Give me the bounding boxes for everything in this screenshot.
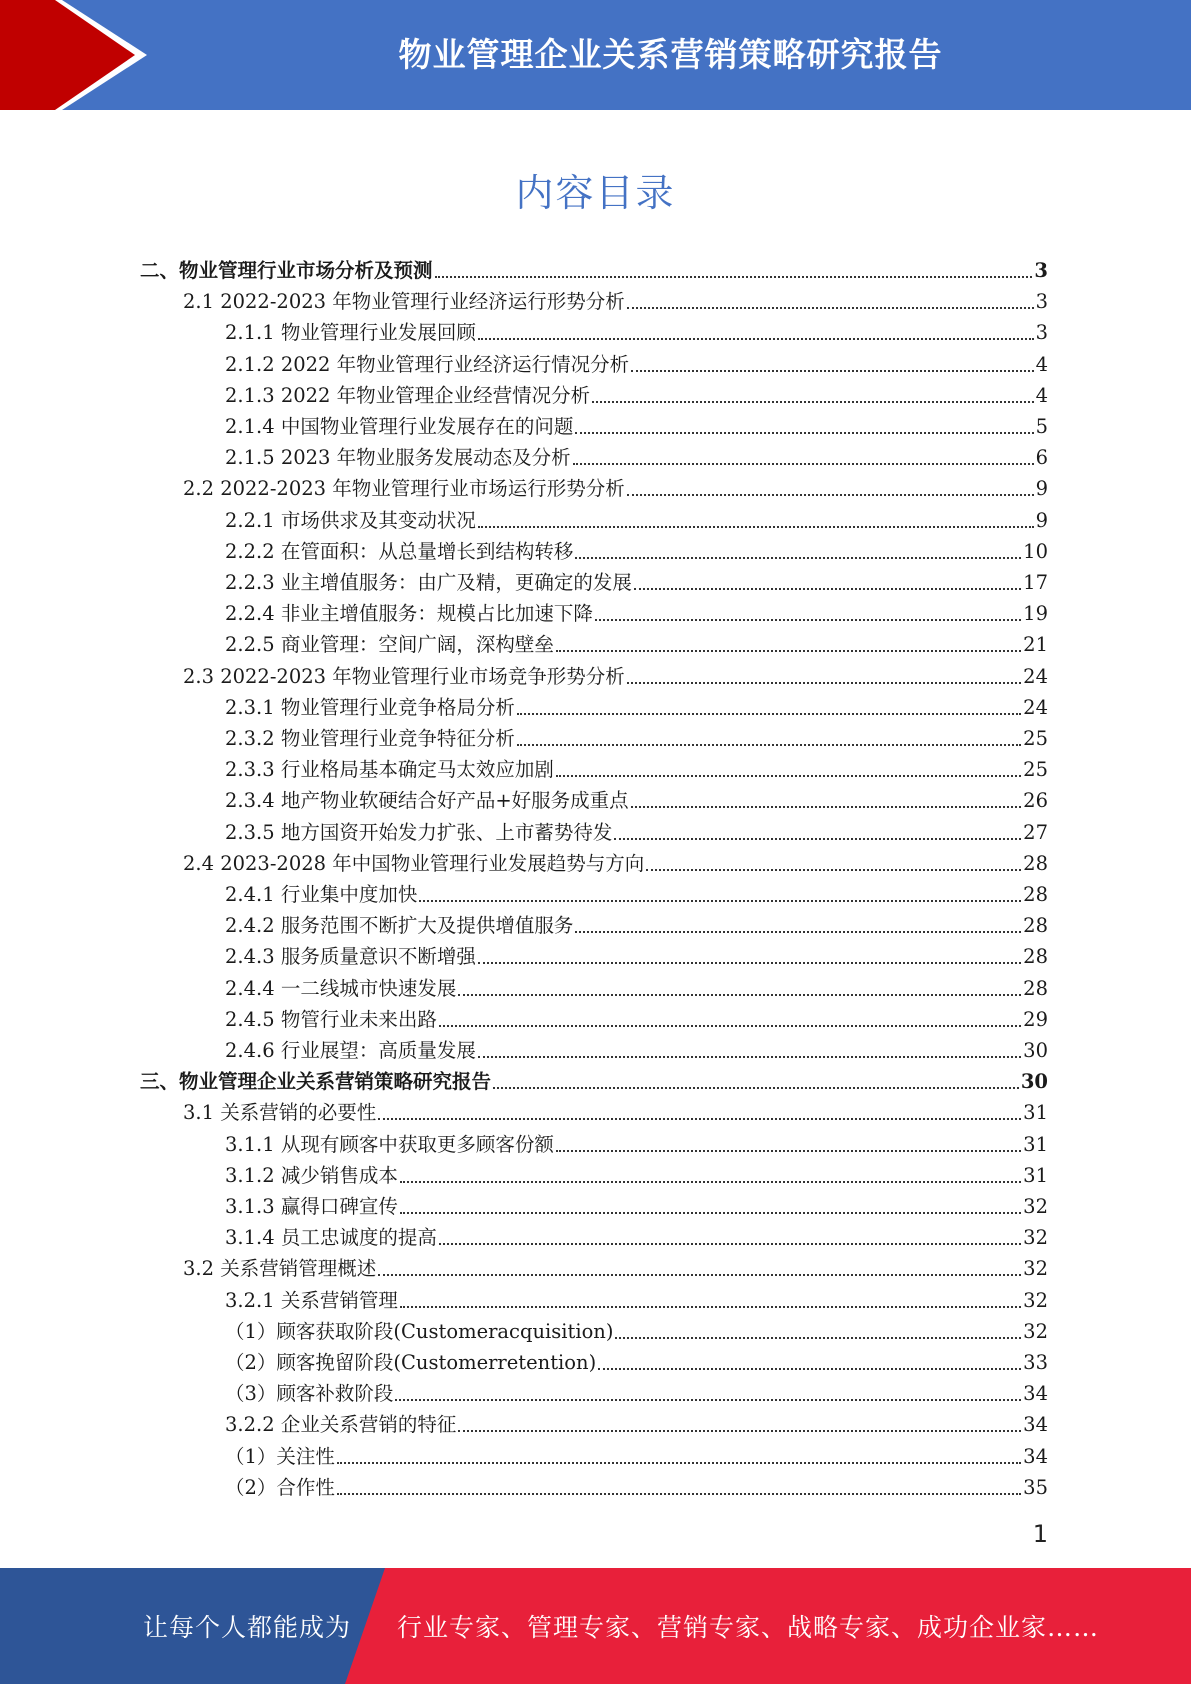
toc-entry-page: 3 [1034, 259, 1048, 282]
toc-entry[interactable] [225, 1219, 1048, 1250]
toc-entry[interactable] [225, 1438, 1048, 1469]
toc-entry-page: 9 [1035, 477, 1048, 501]
toc-entry[interactable] [225, 439, 1048, 470]
page-number: 1 [1032, 1520, 1048, 1548]
toc-entry-title: （3）顾客补救阶段 [225, 1382, 394, 1406]
toc-dot-leader [400, 1212, 1021, 1214]
toc-entry[interactable] [225, 970, 1048, 1001]
toc-entry-title: 2.1.5 2023 年物业服务发展动态及分析 [225, 446, 571, 470]
toc-entry[interactable] [183, 1094, 1048, 1125]
toc-entry[interactable] [225, 876, 1048, 907]
toc-entry-page: 32 [1023, 1257, 1048, 1281]
toc-entry-title: 2.1 2022-2023 年物业管理行业经济运行形势分析 [183, 290, 625, 314]
toc-entry-title: 3.2.1 关系营销管理 [225, 1288, 398, 1312]
toc-entry-title: 2.3.1 物业管理行业竞争格局分析 [225, 695, 515, 719]
toc-entry-title: 3.1.1 从现有顾客中获取更多顾客份额 [225, 1132, 554, 1156]
toc-entry-page: 4 [1035, 383, 1048, 407]
toc-entry-page: 34 [1023, 1382, 1048, 1406]
toc-heading: 内容目录 [515, 171, 676, 215]
toc-dot-leader [478, 962, 1021, 964]
toc-dot-leader [627, 494, 1034, 496]
toc-entry-title: 2.4.3 服务质量意识不断增强 [225, 945, 476, 969]
toc-entry[interactable] [183, 283, 1048, 314]
toc-entry[interactable] [225, 1032, 1048, 1063]
toc-entry-title: 2.2.4 非业主增值服务：规模占比加速下降 [225, 602, 593, 626]
toc-dot-leader [614, 838, 1021, 840]
toc-entry-title: 3.2.2 企业关系营销的特征 [225, 1413, 457, 1437]
report-title: 物业管理企业关系营销策略研究报告 [398, 34, 943, 74]
toc-dot-leader [556, 650, 1021, 652]
toc-entry-title: 3.1 关系营销的必要性 [183, 1101, 377, 1125]
toc-entry[interactable] [225, 814, 1048, 845]
toc-entry[interactable] [225, 720, 1048, 751]
toc-entry-title: 2.1.2 2022 年物业管理行业经济运行情况分析 [225, 352, 630, 376]
toc-dot-leader [478, 1056, 1021, 1058]
toc-entry[interactable] [140, 1063, 1048, 1094]
toc-dot-leader [400, 1181, 1021, 1183]
toc-entry[interactable] [225, 626, 1048, 657]
toc-dot-leader [556, 775, 1021, 777]
toc-entry-page: 24 [1023, 664, 1048, 688]
toc-dot-leader [615, 1337, 1021, 1339]
toc-entry[interactable] [225, 1188, 1048, 1219]
toc-entry-title: 2.3.4 地产物业软硬结合好产品+好服务成重点 [225, 789, 629, 813]
toc-entry-page: 32 [1023, 1288, 1048, 1312]
footer-slogan-left: 让每个人都能成为 [143, 1613, 352, 1642]
toc-dot-leader [337, 1462, 1021, 1464]
toc-entry-title: （1）顾客获取阶段(Customeracquisition) [225, 1319, 614, 1343]
toc-entry-title: 3.1.3 赢得口碑宣传 [225, 1195, 398, 1218]
toc-entry-title: （2）合作性 [225, 1475, 335, 1499]
toc-entry-page: 28 [1023, 976, 1048, 1000]
toc-entry-page: 6 [1035, 446, 1048, 470]
toc-entry-page: 25 [1023, 727, 1048, 750]
toc-dot-leader [575, 432, 1033, 434]
toc-dot-leader [517, 744, 1021, 746]
header-banner [0, 0, 1191, 110]
toc-entry-page: 28 [1023, 883, 1048, 906]
toc-dot-leader [556, 1150, 1021, 1152]
toc-dot-leader [458, 994, 1021, 996]
toc-entry[interactable] [225, 1282, 1048, 1313]
toc-entry[interactable] [225, 751, 1048, 782]
toc-dot-leader [575, 557, 1021, 559]
toc-entry-page: 32 [1023, 1226, 1048, 1250]
toc-entry[interactable] [225, 1126, 1048, 1157]
toc-dot-leader [595, 619, 1021, 621]
toc-entry-page: 32 [1023, 1195, 1048, 1218]
toc-entry-page: 29 [1023, 1007, 1048, 1031]
toc-entry-title: 2.2.3 业主增值服务：由广及精，更确定的发展 [225, 571, 632, 594]
toc-dot-leader [395, 1399, 1021, 1401]
toc-entry-title: 2.2.2 在管面积：从总量增长到结构转移 [225, 539, 574, 563]
toc-entry-page: 21 [1023, 633, 1048, 657]
toc-entry[interactable] [140, 252, 1048, 283]
toc-entry-title: 3.1.2 减少销售成本 [225, 1163, 398, 1187]
toc-dot-leader [627, 682, 1021, 684]
toc-entry-page: 3 [1035, 321, 1048, 345]
toc-entry[interactable] [225, 1469, 1048, 1500]
toc-entry[interactable] [225, 1157, 1048, 1188]
toc-entry-title: 2.4.6 行业展望：高质量发展 [225, 1039, 476, 1062]
toc-entry[interactable] [183, 658, 1048, 689]
toc-entry-title: 3.1.4 员工忠诚度的提高 [225, 1226, 437, 1250]
toc-entry-page: 3 [1035, 290, 1048, 314]
toc-entry-page: 25 [1023, 758, 1048, 782]
toc-entry[interactable] [225, 1375, 1048, 1406]
toc-entry-page: 19 [1023, 602, 1048, 626]
toc-entry-title: 二、物业管理行业市场分析及预测 [140, 259, 433, 282]
toc-entry-title: 2.3.5 地方国资开始发力扩张、上市蓄势待发 [225, 820, 613, 844]
toc-entry-title: 2.2 2022-2023 年物业管理行业市场运行形势分析 [183, 477, 625, 501]
toc-entry-page: 34 [1023, 1444, 1048, 1468]
toc-entry-title: 三、物业管理企业关系营销策略研究报告 [140, 1070, 492, 1094]
toc-entry-page: 24 [1023, 695, 1048, 719]
toc-entry[interactable] [225, 314, 1048, 345]
toc-entry-page: 17 [1023, 571, 1048, 594]
toc-entry[interactable] [183, 1250, 1048, 1281]
toc-entry[interactable] [225, 377, 1048, 408]
toc-dot-leader [400, 1306, 1021, 1308]
toc-entry-page: 9 [1035, 508, 1048, 532]
toc-dot-leader [478, 526, 1034, 528]
toc-entry-title: 2.2.5 商业管理：空间广阔，深构壁垒 [225, 633, 554, 657]
toc-entry-title: 2.1.4 中国物业管理行业发展存在的问题 [225, 415, 574, 438]
footer-banner [0, 1568, 1191, 1684]
toc-entry[interactable] [225, 1313, 1048, 1344]
toc-entry[interactable] [225, 689, 1048, 720]
toc-dot-leader [592, 401, 1033, 403]
toc-entry-title: 2.4.5 物管行业未来出路 [225, 1007, 437, 1031]
toc-entry[interactable] [225, 1001, 1048, 1032]
toc-entry-title: 2.4 2023-2028 年中国物业管理行业发展趋势与方向 [183, 851, 645, 875]
toc-entry-page: 28 [1023, 945, 1048, 969]
toc-entry-page: 5 [1035, 415, 1048, 438]
toc-entry-page: 10 [1023, 539, 1048, 563]
toc-entry-page: 31 [1023, 1101, 1048, 1125]
toc-entry-page: 31 [1023, 1163, 1048, 1187]
toc-dot-leader [517, 713, 1021, 715]
toc-entry[interactable] [183, 845, 1048, 876]
toc-entry-title: （2）顾客挽留阶段(Customerretention) [225, 1351, 597, 1374]
toc-entry-page: 30 [1020, 1070, 1048, 1094]
toc-entry-page: 35 [1023, 1475, 1048, 1499]
toc-dot-leader [435, 276, 1033, 278]
toc-entry-title: 2.2.1 市场供求及其变动状况 [225, 508, 476, 532]
toc-dot-leader [439, 1243, 1021, 1245]
toc-entry[interactable] [225, 782, 1048, 813]
toc-entry[interactable] [225, 907, 1048, 938]
toc-entry[interactable] [225, 564, 1048, 595]
toc-entry-page: 33 [1023, 1351, 1048, 1374]
toc-entry[interactable] [183, 470, 1048, 501]
toc-entry-page: 26 [1023, 789, 1048, 813]
toc-entry-page: 28 [1023, 851, 1048, 875]
toc-dot-leader [458, 1430, 1021, 1432]
toc-entry-title: 3.2 关系营销管理概述 [183, 1257, 377, 1281]
toc-entry-page: 4 [1035, 352, 1048, 376]
toc-dot-leader [573, 463, 1034, 465]
toc-entry-title: 2.1.1 物业管理行业发展回顾 [225, 321, 476, 345]
toc-entry[interactable] [225, 938, 1048, 969]
toc-dot-leader [631, 370, 1033, 372]
toc-dot-leader [439, 1025, 1021, 1027]
toc-entry-title: 2.3.2 物业管理行业竞争特征分析 [225, 727, 515, 750]
toc-entry-page: 34 [1023, 1413, 1048, 1437]
toc-entry-title: 2.4.1 行业集中度加快 [225, 883, 418, 906]
toc-entry[interactable] [225, 1406, 1048, 1437]
toc-dot-leader [646, 869, 1021, 871]
toc-entry-title: 2.4.2 服务范围不断扩大及提供增值服务 [225, 914, 574, 938]
toc-dot-leader [378, 1118, 1021, 1120]
toc-entry-title: 2.4.4 一二线城市快速发展 [225, 976, 457, 1000]
toc-entry-page: 28 [1023, 914, 1048, 938]
toc-dot-leader [419, 900, 1021, 902]
toc-entry[interactable] [225, 346, 1048, 377]
toc-entry-title: 2.1.3 2022 年物业管理企业经营情况分析 [225, 383, 591, 407]
toc-entry-title: 2.3.3 行业格局基本确定马太效应加剧 [225, 758, 554, 782]
toc-entry[interactable] [225, 595, 1048, 626]
toc-dot-leader [631, 806, 1022, 808]
toc-entry-page: 30 [1023, 1039, 1048, 1062]
toc-entry-page: 32 [1023, 1319, 1048, 1343]
toc-entry-page: 31 [1023, 1132, 1048, 1156]
toc-dot-leader [493, 1087, 1019, 1089]
toc-dot-leader [378, 1274, 1021, 1276]
toc-dot-leader [634, 588, 1021, 590]
toc-dot-leader [575, 931, 1021, 933]
toc-dot-leader [478, 338, 1034, 340]
toc-entry[interactable] [225, 502, 1048, 533]
footer-slogan-right: 行业专家、管理专家、营销专家、战略专家、成功企业家…… [397, 1613, 1100, 1642]
toc-dot-leader [627, 307, 1034, 309]
toc-entry[interactable] [225, 408, 1048, 439]
toc-dot-leader [337, 1493, 1021, 1495]
toc-entry-page: 27 [1023, 820, 1048, 844]
toc-entry[interactable] [225, 533, 1048, 564]
toc-entry-title: （1）关注性 [225, 1444, 335, 1468]
toc-entry[interactable] [225, 1344, 1048, 1375]
toc-dot-leader [598, 1368, 1021, 1370]
toc-entry-title: 2.3 2022-2023 年物业管理行业市场竞争形势分析 [183, 664, 625, 688]
